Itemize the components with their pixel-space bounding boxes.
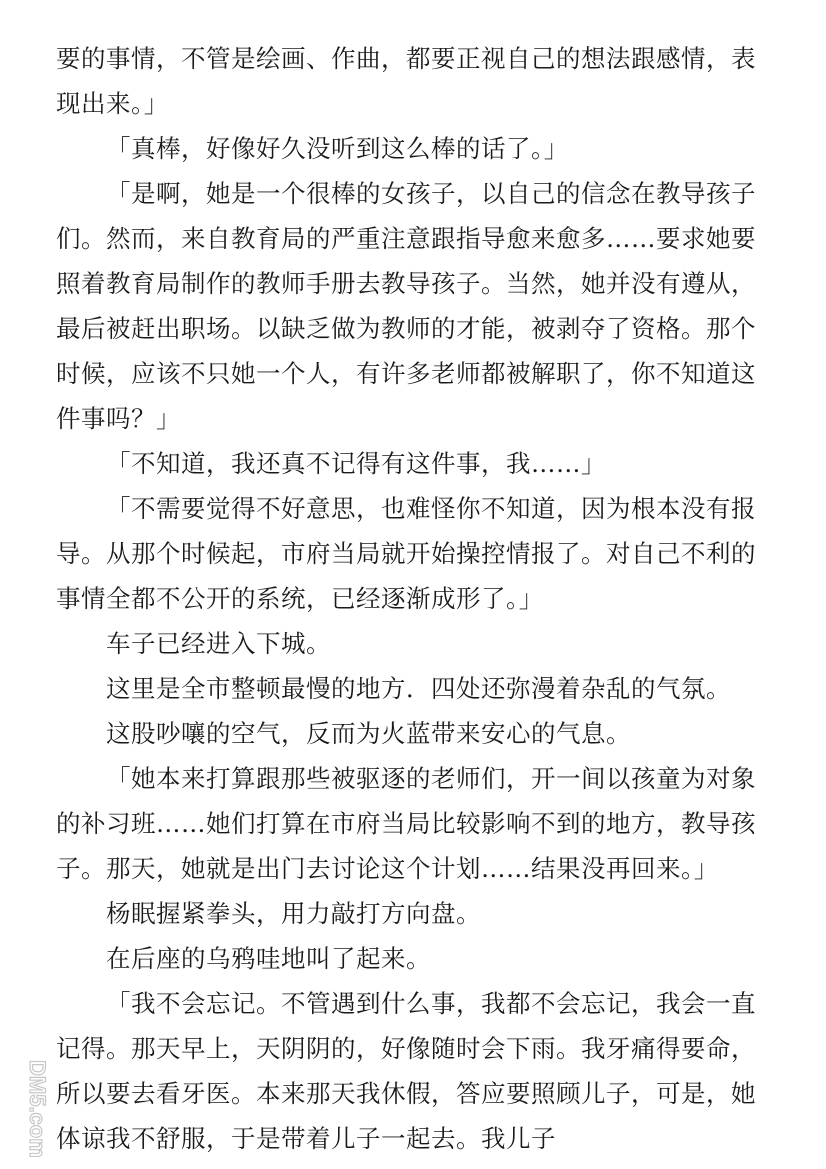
dm5-watermark-logo [10,1058,50,1158]
paragraph-12: 「我不会忘记。不管遇到什么事，我都不会忘记，我会一直记得。那天早上，天阴阴的，好像随时会下雨。我牙痛得要命，所以要去看牙医。本来那天我休假，答应要照顾儿子，可是，她体谅我不舒服，于是带着儿子一起去。我儿子 [56,989,756,1153]
watermark-text: DM5.com [25,1060,50,1158]
paragraph-3: 「是啊，她是一个很棒的女孩子，以自己的信念在教导孩子们。然而，来自教育局的严重注意跟指导愈来愈多……要求她要照着教育局制作的教师手册去教导孩子。当然，她并没有遵从，最后被赶出职场。以缺乏做为教师的才能，被剥夺了资格。那个时候，应该不只她一个人，有许多老师都被解职了，你不知道这件事吗？」 [56,179,756,433]
paragraph-5: 「不需要觉得不好意思，也难怪你不知道，因为根本没有报导。从那个时候起，市府当局就开始操控情报了。对自己不利的事情全都不公开的系统，已经逐渐成形了。」 [56,494,756,613]
paragraph-8: 这股吵嚷的空气，反而为火蓝带来安心的气息。 [106,719,631,748]
paragraph-4: 「不知道，我还真不记得有这件事，我……」 [106,449,606,478]
paragraph-2: 「真棒，好像好久没听到这么棒的话了。」 [106,134,569,163]
paragraph-6: 车子已经进入下城。 [106,629,331,658]
paragraph-11: 在后座的乌鸦哇地叫了起来。 [106,944,431,973]
paragraph-7: 这里是全市整顿最慢的地方．四处还弥漫着杂乱的气氛。 [106,674,731,703]
watermark-logo-icon [10,1058,50,1158]
paragraph-10: 杨眠握紧拳头，用力敲打方向盘。 [106,899,481,928]
paragraph-9: 「她本来打算跟那些被驱逐的老师们，开一间以孩童为对象的补习班……她们打算在市府当局比较影响不到的地方，教导孩子。那天，她就是出门去讨论这个计划……结果没再回来。」 [56,764,756,883]
paragraph-1: 要的事情，不管是绘画、作曲，都要正视自己的想法跟感情，表现出来。」 [56,44,756,118]
document-page [56,36,756,1161]
